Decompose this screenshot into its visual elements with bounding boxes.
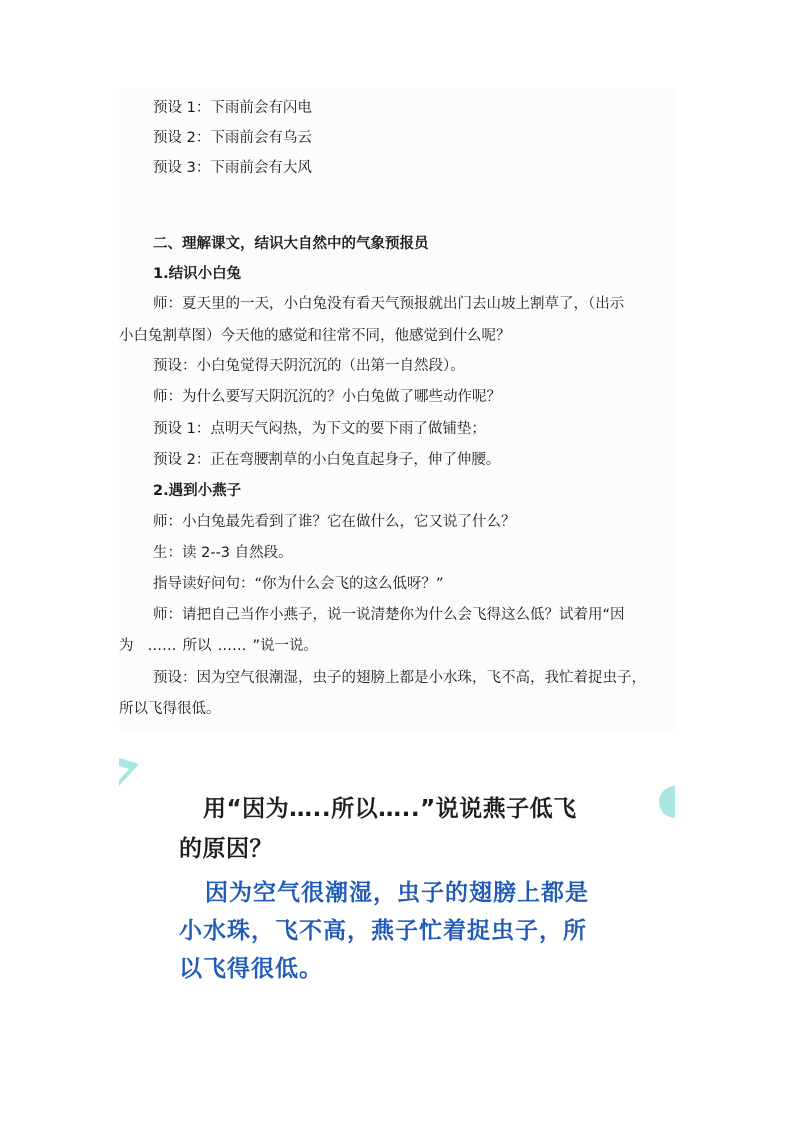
slide-answer-line-1: 因为空气很潮湿，虫子的翅膀上都是: [205, 880, 589, 906]
line-9b-part-2: ……: [147, 638, 177, 654]
teacher-line-9a: 师：请把自己当作小燕子，说一说清楚你为什么会飞得这么低？试着用“因: [153, 607, 625, 623]
preset-1: 预设 1：下雨前会有闪电: [153, 100, 312, 116]
preset-line-10b: 所以飞得很低。: [119, 701, 221, 717]
teacher-line-9b: [119, 636, 318, 656]
slide-answer-line-3: 以飞得很低。: [179, 956, 323, 982]
preset-2: 预设 2：下雨前会有乌云: [153, 130, 312, 146]
preset-line-4: 预设 1：点明天气闷热，为下文的要下雨了做铺垫；: [153, 421, 486, 437]
line-9b-part-1: 为: [119, 638, 134, 654]
student-line-7: 生：读 2--3 自然段。: [153, 545, 293, 561]
line-9b-part-5: ”说一说。: [252, 638, 319, 654]
lesson-text-block: [119, 88, 675, 730]
preset-line-5: 预设 2：正在弯腰割草的小白兔直起身子，伸了伸腰。: [153, 452, 501, 468]
teacher-line-1a: 师：夏天里的一天，小白兔没有看天气预报就出门去山坡上割草了，（出示: [153, 296, 625, 312]
preset-line-10a: 预设：因为空气很潮湿，虫子的翅膀上都是小水珠，飞不高，我忙着捉虫子，: [153, 670, 646, 686]
line-9b-part-4: ……: [217, 638, 247, 654]
teacher-line-6: 师：小白兔最先看到了谁？它在做什么，它又说了什么？: [153, 514, 516, 530]
teacher-line-3: 师：为什么要写天阴沉沉的？小白兔做了哪些动作呢？: [153, 389, 501, 405]
preset-line-2: 预设：小白兔觉得天阴沉沉的（出第一自然段）。: [153, 358, 465, 374]
subheading-1: 1.结识小白兔: [153, 266, 242, 282]
preset-3: 预设 3：下雨前会有大风: [153, 160, 312, 176]
section-heading: 二、理解课文，结识大自然中的气象预报员: [153, 236, 429, 252]
slide-question-line-1: 用“因为…..所以…..”说说燕子低飞: [203, 796, 577, 822]
line-9b-part-3: 所以: [182, 638, 212, 654]
slide-image: [119, 740, 675, 1000]
corner-triangle-icon: [119, 758, 139, 786]
slide-question-line-2: 的原因？: [179, 836, 273, 862]
guide-line-8: 指导读好问句：“你为什么会飞的这么低呀？”: [153, 576, 444, 592]
slide-answer-line-2: 小水珠，飞不高，燕子忙着捉虫子，所: [179, 918, 587, 944]
corner-half-circle-icon: [659, 786, 691, 818]
subheading-2: 2.遇到小燕子: [153, 483, 242, 499]
teacher-line-1b: 小白兔割草图）今天他的感觉和往常不同，他感觉到什么呢？: [119, 328, 511, 344]
